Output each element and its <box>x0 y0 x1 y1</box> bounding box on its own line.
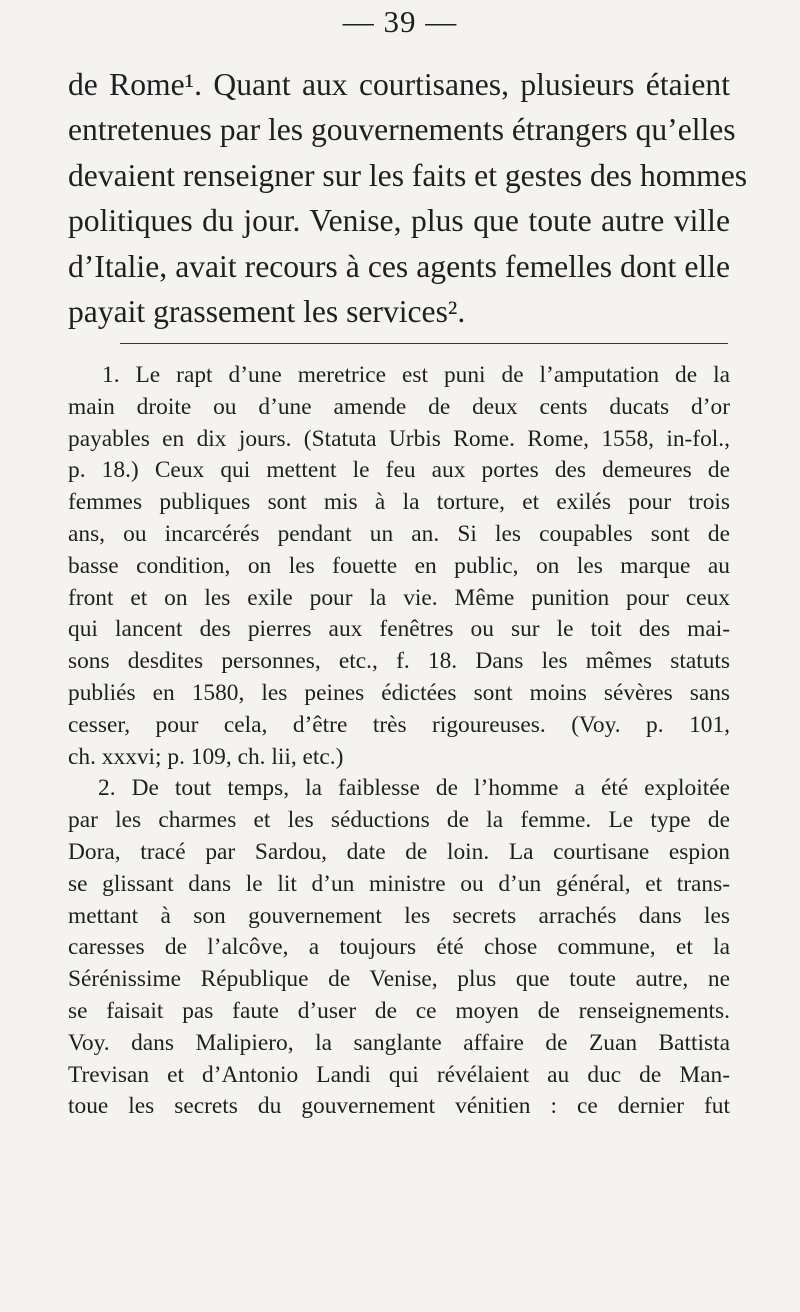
text-line: entretenues par les gouvernements étrangers qu’elles <box>68 112 736 148</box>
footnote-line: se glissant dans le lit d’un ministre ou d’un général, et trans- <box>68 870 730 897</box>
footnotes <box>68 360 730 1123</box>
footnote-line: 2. De tout temps, la faiblesse de l’homme a été exploitée <box>98 775 730 802</box>
footnote-line: p. 18.) Ceux qui mettent le feu aux portes des demeures de <box>68 457 730 484</box>
text-line: d’Italie, avait recours à ces agents femelles dont elle <box>68 248 730 284</box>
footnote-line: ans, ou incarcérés pendant un an. Si les coupables sont de <box>68 520 730 547</box>
text-line: devaient renseigner sur les faits et gestes des hommes <box>68 157 748 193</box>
footnote-line: se faisait pas faute d’user de ce moyen de renseignements. <box>68 997 730 1024</box>
footnote-line: Sérénissime République de Venise, plus que toute autre, ne <box>68 966 730 993</box>
footnote-line: mettant à son gouvernement les secrets arrachés dans les <box>68 902 730 929</box>
footnote-line: Dora, tracé par Sardou, date de loin. La courtisane espion <box>68 838 730 865</box>
footnote-line: 1. Le rapt d’une meretrice est puni de l’amputation de la <box>102 362 730 388</box>
footnote-line: cesser, pour cela, d’être très rigoureuses. (Voy. p. 101, <box>68 711 730 738</box>
footnote-line: publiés en 1580, les peines édictées sont moins sévères sans <box>68 679 730 706</box>
footnote-line: ch. xxxvi; p. 109, ch. lii, etc.) <box>68 743 344 770</box>
footnote-line: femmes publiques sont mis à la torture, et exilés pour trois <box>68 489 730 516</box>
text-line: politiques du jour. Venise, plus que toute autre ville <box>68 203 730 239</box>
footnote-line: Trevisan et d’Antonio Landi qui révélaient au duc de Man- <box>68 1061 730 1088</box>
footnote-line: main droite ou d’une amende de deux cents ducats d’or <box>68 393 730 420</box>
footnote-line: toue les secrets du gouvernement vénitien : ce dernier fut <box>68 1093 730 1120</box>
footnote-line: par les charmes et les séductions de la femme. Le type de <box>68 807 730 834</box>
footnote-line: caresses de l’alcôve, a toujours été chose commune, et la <box>68 934 730 961</box>
footnote-line: Voy. dans Malipiero, la sanglante affaire de Zuan Battista <box>68 1029 730 1056</box>
footnote-divider <box>120 343 728 344</box>
page-number: — 39 — <box>342 4 458 39</box>
footnote-line: payables en dix jours. (Statuta Urbis Rome. Rome, 1558, in-fol., <box>68 425 730 452</box>
text-line: de Rome¹. Quant aux courtisanes, plusieurs étaient <box>68 67 730 102</box>
footnote-line: basse condition, on les fouette en public, on les marque au <box>68 552 730 579</box>
footnote-line: front et on les exile pour la vie. Même punition pour ceux <box>68 584 730 611</box>
footnote-line: sons desdites personnes, etc., f. 18. Dans les mêmes statuts <box>68 648 730 675</box>
text-line: payait grassement les services². <box>68 294 466 330</box>
main-text <box>68 62 748 334</box>
footnote-line: qui lancent des pierres aux fenêtres ou sur le toit des mai- <box>68 616 730 643</box>
